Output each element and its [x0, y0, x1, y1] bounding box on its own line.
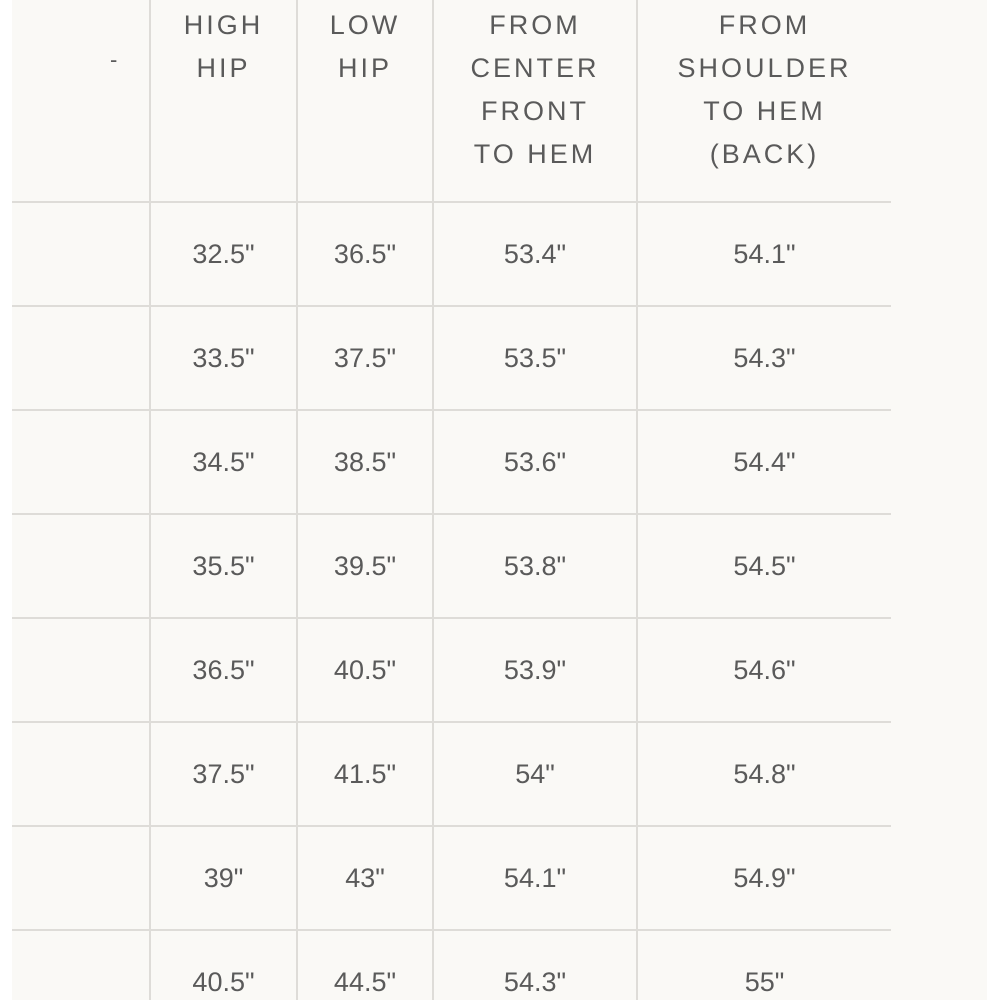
stub-header [12, 0, 150, 202]
table-cell: 33.5" [150, 306, 297, 410]
header-low-hip [297, 0, 433, 202]
header-high-hip [150, 0, 297, 202]
table-cell: 54.8" [637, 722, 891, 826]
row-stub-cell [12, 410, 150, 514]
size-chart-table [12, 0, 891, 1000]
table-row [12, 826, 891, 930]
table-cell: 54.6" [637, 618, 891, 722]
header-center-front-to-hem [433, 0, 637, 202]
table-cell: 54.1" [433, 826, 637, 930]
table-cell: 54.3" [433, 930, 637, 1000]
table-row [12, 618, 891, 722]
table-cell: 54.1" [637, 202, 891, 306]
header-label: FROM CENTER FRONT TO HEM [470, 10, 600, 169]
table-row [12, 514, 891, 618]
table-cell: 54.3" [637, 306, 891, 410]
table-cell: 53.5" [433, 306, 637, 410]
table-cell: 37.5" [150, 722, 297, 826]
table-cell: 37.5" [297, 306, 433, 410]
table-cell: 54" [433, 722, 637, 826]
table-cell: 40.5" [150, 930, 297, 1000]
table-row [12, 202, 891, 306]
table-cell: 39" [150, 826, 297, 930]
table-header-row [12, 0, 891, 202]
table-cell: 32.5" [150, 202, 297, 306]
table-cell: 41.5" [297, 722, 433, 826]
table-cell: 35.5" [150, 514, 297, 618]
header-label: HIGH HIP [183, 10, 264, 83]
table-row [12, 930, 891, 1000]
table-cell: 36.5" [150, 618, 297, 722]
row-stub-cell [12, 514, 150, 618]
size-chart-page [12, 0, 987, 1000]
table-cell: 53.4" [433, 202, 637, 306]
table-row [12, 306, 891, 410]
table-cell: 40.5" [297, 618, 433, 722]
header-label: LOW HIP [329, 10, 401, 83]
header-label: FROM SHOULDER TO HEM (BACK) [677, 10, 852, 169]
table-cell: 53.9" [433, 618, 637, 722]
table-cell: 54.5" [637, 514, 891, 618]
row-stub-cell [12, 826, 150, 930]
table-cell: 54.4" [637, 410, 891, 514]
table-cell: 39.5" [297, 514, 433, 618]
table-cell: 53.8" [433, 514, 637, 618]
table-cell: 53.6" [433, 410, 637, 514]
row-stub-cell [12, 618, 150, 722]
row-stub-cell [12, 722, 150, 826]
row-stub-cell [12, 306, 150, 410]
table-cell: 38.5" [297, 410, 433, 514]
table-cell: 43" [297, 826, 433, 930]
header-shoulder-to-hem-back [637, 0, 891, 202]
table-cell: 44.5" [297, 930, 433, 1000]
row-stub-cell [12, 202, 150, 306]
table-row [12, 410, 891, 514]
table-cell: 36.5" [297, 202, 433, 306]
table-row [12, 722, 891, 826]
table-cell: 54.9" [637, 826, 891, 930]
table-cell: 34.5" [150, 410, 297, 514]
stub-header-label: - [110, 47, 118, 72]
row-stub-cell [12, 930, 150, 1000]
table-cell: 55" [637, 930, 891, 1000]
